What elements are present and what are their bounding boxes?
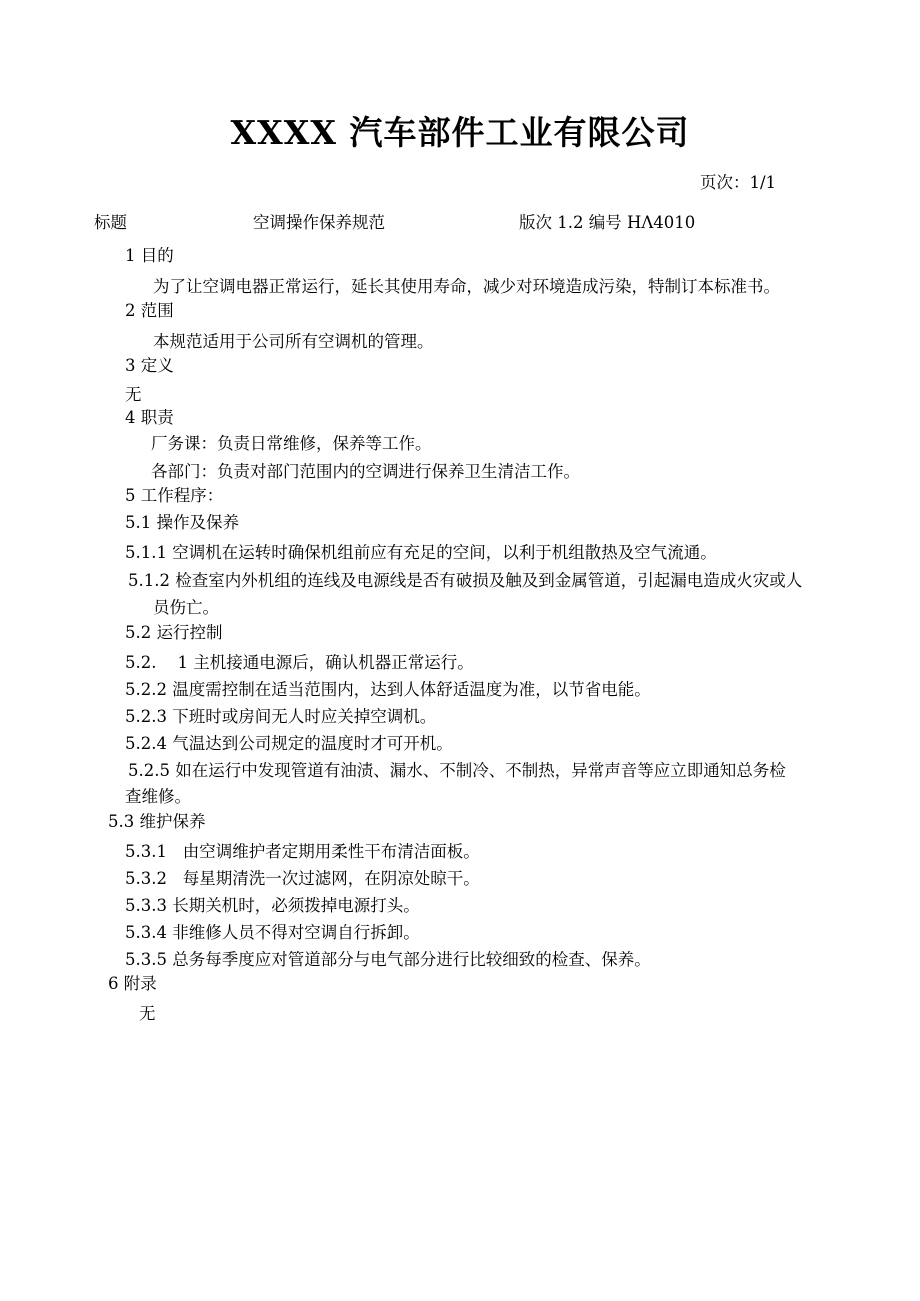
clause: 5.1.1 空调机在运转时确保机组前应有充足的空间，以利于机组散热及空气流通。 <box>125 543 717 562</box>
page-info: 页次：1/1 <box>700 173 777 192</box>
clause: 5.2.4 气温达到公司规定的温度时才可开机。 <box>125 734 453 753</box>
clause: 5.3.5 总务每季度应对管道部分与电气部分进行比较细致的检查、保养。 <box>125 950 651 969</box>
company-title: XXXX 汽车部件工业有限公司 <box>230 113 690 152</box>
clause-continuation: 查维修。 <box>125 787 191 806</box>
clause: 5.2. 1 主机接通电源后，确认机器正常运行。 <box>125 653 474 672</box>
subsection-heading: 5.1 操作及保养 <box>125 513 239 532</box>
section-appendix-text: 无 <box>139 1004 156 1023</box>
clause: 5.1.2 检查室内外机组的连线及电源线是否有破损及触及到金属管道，引起漏电造成火灾或人 <box>128 571 803 590</box>
subsection-heading: 5.3 维护保养 <box>108 812 206 831</box>
subsection-heading: 5.2 运行控制 <box>125 623 223 642</box>
title-label: 标题 <box>94 213 127 232</box>
section-appendix-heading: 6 附录 <box>108 974 157 993</box>
section-procedure-heading: 5 工作程序： <box>125 486 224 505</box>
version-number: 版次 1.2 编号 HΛ4010 <box>519 213 696 232</box>
document-title: 空调操作保养规范 <box>253 213 385 232</box>
clause-continuation: 员伤亡。 <box>153 598 219 617</box>
section-purpose-heading: 1 目的 <box>125 246 174 265</box>
clause: 5.3.4 非维修人员不得对空调自行拆卸。 <box>125 923 420 942</box>
section-purpose-text: 为了让空调电器正常运行，延长其使用寿命，减少对环境造成污染，特制订本标准书。 <box>153 277 780 296</box>
section-definition-text: 无 <box>125 385 142 404</box>
responsibility-item: 各部门：负责对部门范围内的空调进行保养卫生清洁工作。 <box>151 462 580 481</box>
clause: 5.3.1 由空调维护者定期用柔性干布清洁面板。 <box>125 842 480 861</box>
clause: 5.3.3 长期关机时，必须拨掉电源打头。 <box>125 896 420 915</box>
section-scope-heading: 2 范围 <box>125 301 174 320</box>
responsibility-item: 厂务课：负责日常维修，保养等工作。 <box>151 434 432 453</box>
clause: 5.2.5 如在运行中发现管道有油渍、漏水、不制冷、不制热，异常声音等应立即通知总务检 <box>128 761 786 780</box>
section-scope-text: 本规范适用于公司所有空调机的管理。 <box>153 332 434 351</box>
section-responsibility-heading: 4 职责 <box>125 408 174 427</box>
clause: 5.2.2 温度需控制在适当范围内，达到人体舒适温度为准，以节省电能。 <box>125 680 651 699</box>
section-definition-heading: 3 定义 <box>125 356 174 375</box>
clause: 5.3.2 每星期清洗一次过滤网，在阴凉处晾干。 <box>125 869 480 888</box>
clause: 5.2.3 下班时或房间无人时应关掉空调机。 <box>125 707 437 726</box>
